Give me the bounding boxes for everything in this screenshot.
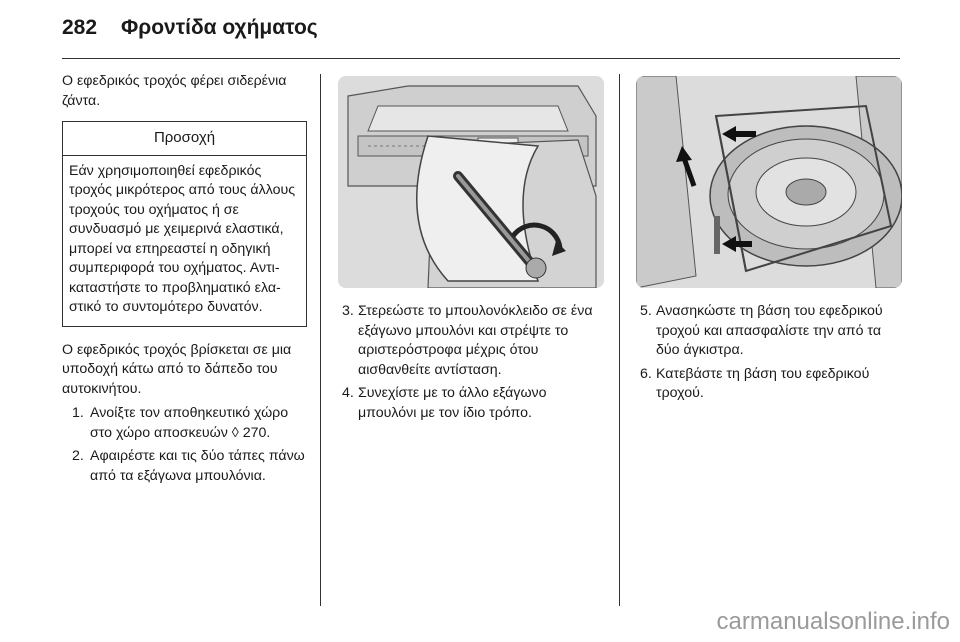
warning-title: Προσοχή bbox=[63, 122, 306, 156]
column-2 bbox=[338, 76, 606, 427]
step-text: Ανοίξτε τον αποθηκευτικό χώρο στο χώρο αποσκευών ◊ 270. bbox=[90, 405, 289, 441]
warning-body: Εάν χρησιμοποιηθεί εφεδρικός τροχός μικρότερος από τους άλλους τροχούς του οχήματος ή σε συνδυασμό με χειμερινά ελαστικά, μπορεί να επηρεαστεί η οδηγική συμπεριφορά του οχήματος. Αντικαταστήστε το προβληματικό ελαστικό το συντομότερο δυνατόν. bbox=[69, 162, 296, 315]
list-item bbox=[636, 365, 904, 404]
step-text: Συνεχίστε με το άλλο εξάγωνο μπουλόνι με τον ίδιο τρόπο. bbox=[358, 385, 547, 421]
header-rule bbox=[62, 58, 900, 59]
list-item bbox=[62, 447, 310, 486]
step-number: 2. bbox=[72, 448, 84, 464]
page-title: Φροντίδα οχήματος bbox=[121, 16, 318, 39]
step-number: 4. bbox=[342, 385, 354, 401]
warning-box bbox=[62, 121, 307, 327]
step-list bbox=[636, 302, 904, 404]
intro-text: Ο εφεδρικός τροχός φέρει σιδερένια ζάντα. bbox=[62, 73, 287, 109]
step-text: Ανασηκώστε τη βάση του εφεδρικού τροχού και απασφαλίστε την από τα δύο άγκιστρα. bbox=[656, 303, 883, 358]
step-text: Κατεβάστε τη βάση του εφεδρικού τροχού. bbox=[656, 365, 870, 401]
column-divider bbox=[320, 74, 321, 606]
column-divider bbox=[619, 74, 620, 606]
step-text: Αφαιρέστε και τις δύο τάπες πάνω από τα εξάγωνα μπουλόνια. bbox=[90, 448, 305, 484]
step-list bbox=[338, 302, 606, 423]
page-number: 282 bbox=[62, 16, 98, 39]
step-list bbox=[62, 404, 310, 486]
step-number: 3. bbox=[342, 303, 354, 319]
list-item bbox=[636, 302, 904, 361]
watermark: carmanualsonline.info bbox=[716, 608, 950, 635]
step-number: 6. bbox=[640, 365, 652, 382]
list-item bbox=[338, 302, 606, 380]
column-3 bbox=[636, 76, 904, 408]
spare-wheel-illustration bbox=[636, 76, 902, 288]
step-number: 5. bbox=[640, 303, 652, 319]
step-number: 1. bbox=[72, 405, 84, 421]
list-item bbox=[62, 404, 310, 443]
list-item bbox=[338, 384, 606, 423]
wrench-illustration bbox=[338, 76, 604, 288]
location-text: Ο εφεδρικός τροχός βρίσκεται σε μια υποδοχή κάτω από το δάπεδο του αυτοκινήτου. bbox=[62, 341, 292, 397]
column-1 bbox=[62, 72, 310, 490]
step-text: Στερεώστε το μπουλονόκλειδο σε ένα εξάγωνο μπουλόνι και στρέψτε το αριστερόστροφα μέχρις ότου αισθανθείτε αντίσταση. bbox=[358, 303, 593, 378]
